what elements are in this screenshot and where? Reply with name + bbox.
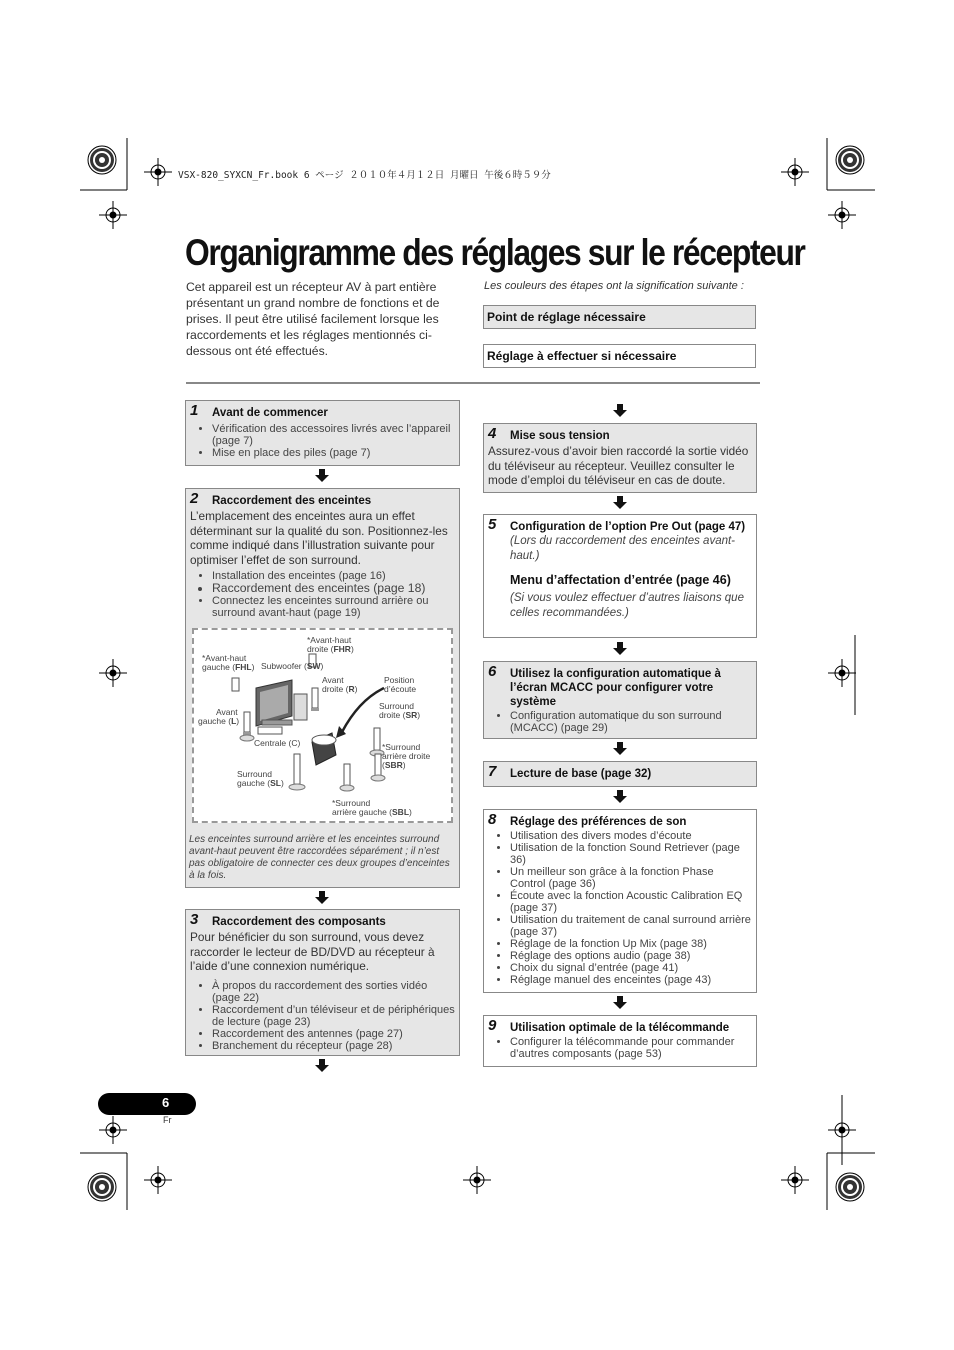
step-8-box	[483, 809, 757, 993]
step-title: Lecture de base (page 32)	[510, 768, 652, 780]
down-arrow-icon	[613, 790, 627, 804]
step-title: Réglage des préférences de son	[510, 816, 687, 828]
step-9-box	[483, 1015, 757, 1067]
step-5-box	[483, 514, 757, 638]
divider	[186, 382, 760, 384]
down-arrow-icon	[315, 1059, 329, 1073]
list-item: • À propos du raccordement des sorties vidéo (page 22)	[212, 980, 455, 1004]
list-item: • Réglage manuel des enceintes (page 43)	[510, 974, 752, 986]
step-text: Assurez-vous d’avoir bien raccordé la sortie vidéo du téléviseur au récepteur. Veuillez consulter le mode d’emploi du téléviseur en cas de doute.	[488, 444, 749, 487]
list-item: • Utilisation de la fonction Sound Retriever (page 36)	[510, 842, 752, 866]
down-arrow-icon	[315, 469, 329, 483]
step-number: 3	[190, 911, 199, 928]
page-number-badge	[98, 1093, 196, 1115]
label-sr: Surround droite (SR)	[379, 701, 421, 720]
list-item: • Utilisation des divers modes d’écoute	[510, 830, 752, 842]
list-item: • Un meilleur son grâce à la fonction Phase Control (page 36)	[510, 866, 752, 890]
step-number: 6	[488, 663, 497, 680]
list-item: • Raccordement des antennes (page 27)	[212, 1028, 455, 1040]
label-sbr: *Surround arrière droite (SBR)	[382, 742, 431, 770]
label-fhr: *Avant-haut droite (FHR)	[307, 635, 354, 654]
list-item: • Raccordement des enceintes (page 18)	[212, 582, 455, 595]
down-arrow-icon	[315, 891, 329, 905]
label-sbl: *Surround arrière gauche (SBL)	[332, 798, 412, 817]
label-listening-position: Position d’écoute	[384, 675, 417, 694]
intro-text: Cet appareil est un récepteur AV à part entière présentant un grand nombre de fonctions et de prises. Il peut être utilisé facilement lorsque les raccordements et les réglages mentionnés ci-dessous ont été effectués.	[186, 280, 440, 358]
step-3-box	[185, 909, 460, 1056]
step-7-box	[483, 761, 757, 787]
step-number: 1	[190, 402, 199, 419]
step-text: Pour bénéficier du son surround, vous devez raccorder le lecteur de BD/DVD au récepteur à l’aide d’une connexion numérique.	[190, 930, 435, 973]
label-sw: Subwoofer (SW)	[261, 661, 324, 671]
list-item: • Utilisation du traitement de canal surround arrière (page 37)	[510, 914, 752, 938]
step-title: Utilisez la configuration automatique à l’écran MCACC pour configurer votre système	[510, 668, 721, 708]
speaker-layout-diagram	[192, 628, 453, 823]
step-text: L’emplacement des enceintes aura un effet déterminant sur la qualité du son. Positionnez-les comme indiqué dans l’illustration suivante pour optimiser l’effet de son surround.	[190, 509, 448, 567]
label-sl: Surround gauche (SL)	[237, 769, 284, 788]
step-note: (Lors du raccordement des enceintes avant-haut.)	[510, 535, 736, 562]
speaker-note: Les enceintes surround arrière et les enceintes surround avant-haut peuvent être raccordées séparément ; il n’est pas obligatoire de connecter ces deux groupes d’enceintes à la fois.	[189, 834, 450, 881]
list-item: • Installation des enceintes (page 16)	[212, 570, 455, 582]
step-title: Mise sous tension	[510, 430, 610, 442]
label-r: Avant droite (R)	[322, 675, 358, 694]
step-subtitle: Menu d’affectation d’entrée (page 46)	[510, 573, 731, 587]
label-c: Centrale (C)	[254, 738, 301, 748]
step-number: 2	[190, 490, 199, 507]
step-title: Configuration de l’option Pre Out (page 47)	[510, 521, 746, 533]
step-title: Raccordement des enceintes	[212, 495, 372, 507]
down-arrow-icon	[613, 404, 627, 418]
step-number: 9	[488, 1017, 497, 1034]
label-fhl: *Avant-haut gauche (FHL)	[202, 653, 255, 672]
list-item: • Écoute avec la fonction Acoustic Calibration EQ (page 37)	[510, 890, 752, 914]
step-6-box	[483, 661, 757, 739]
down-arrow-icon	[613, 642, 627, 656]
page-title: Organigramme des réglages sur le récepteur	[185, 232, 805, 273]
down-arrow-icon	[613, 496, 627, 510]
list-item: • Réglage de la fonction Up Mix (page 38)	[510, 938, 752, 950]
step-4-box	[483, 423, 757, 493]
step-number: 4	[488, 425, 497, 442]
list-item: • Configuration automatique du son surround (MCACC) (page 29)	[510, 710, 752, 734]
file-header: VSX-820_SYXCN_Fr.book 6 ページ ２０１０年４月１２日 月曜日 午後６時５９分	[178, 170, 551, 181]
legend-optional: Réglage à effectuer si nécessaire	[483, 344, 756, 368]
step-number: 5	[488, 516, 497, 533]
list-item: • Raccordement d’un téléviseur et de périphériques de lecture (page 23)	[212, 1004, 455, 1028]
list-item: • Choix du signal d’entrée (page 41)	[510, 962, 752, 974]
list-item: • Mise en place des piles (page 7)	[212, 447, 455, 459]
step-title: Utilisation optimale de la télécommande	[510, 1022, 730, 1034]
step-number: 8	[488, 811, 497, 828]
list-item: • Vérification des accessoires livrés avec l’appareil (page 7)	[212, 423, 455, 447]
list-item: • Configurer la télécommande pour commander d’autres composants (page 53)	[510, 1036, 752, 1060]
list-item: • Réglage des options audio (page 38)	[510, 950, 752, 962]
legend-required: Point de réglage nécessaire	[483, 305, 756, 329]
language-code: Fr	[163, 1115, 172, 1125]
step-title: Raccordement des composants	[212, 916, 386, 928]
step-title: Avant de commencer	[212, 407, 328, 419]
list-item: • Branchement du récepteur (page 28)	[212, 1040, 455, 1052]
step-note: (Si vous voulez effectuer d’autres liaisons que celles recommandées.)	[510, 592, 744, 619]
down-arrow-icon	[613, 742, 627, 756]
list-item: • Connectez les enceintes surround arrière ou surround avant-haut (page 19)	[212, 595, 455, 619]
down-arrow-icon	[613, 996, 627, 1010]
label-l: Avant gauche (L)	[198, 707, 240, 726]
step-1-box	[185, 400, 460, 466]
step-number: 7	[488, 763, 497, 780]
legend-caption: Les couleurs des étapes ont la signification suivante :	[484, 280, 744, 292]
page-number: 6	[162, 1095, 170, 1110]
